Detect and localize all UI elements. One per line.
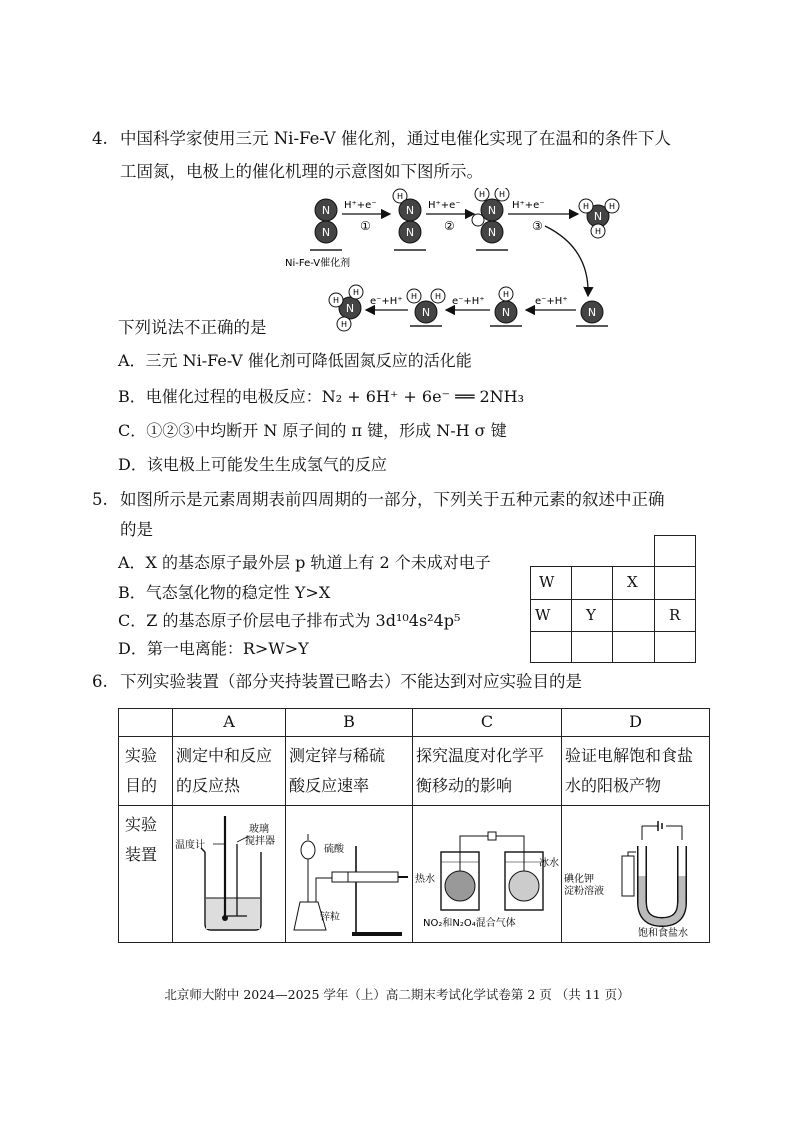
- element-w-lower: W: [535, 606, 551, 624]
- q4-prompt: 下列说法不正确的是: [118, 318, 267, 337]
- q5-option-a: A．X 的基态原子最外层 p 轨道上有 2 个未成对电子: [118, 553, 491, 572]
- molecule-n2-adsorbed: [315, 199, 337, 243]
- atom-h: H: [498, 190, 506, 199]
- purpose-a: [172, 736, 286, 806]
- purpose-line: 探究温度对化学平: [416, 746, 545, 765]
- table-header-cell: [118, 708, 173, 737]
- atom-n: N: [405, 226, 415, 239]
- atom-h: H: [434, 292, 442, 301]
- table-header-b: B: [285, 708, 413, 737]
- pt-cell: [571, 599, 613, 632]
- step-label-5: e⁻+H⁺: [452, 296, 485, 307]
- purpose-d: [561, 736, 710, 806]
- q5-number: 5.: [92, 490, 108, 509]
- pt-cell: [571, 566, 613, 600]
- label-starch-solution: 淀粉溶液: [564, 886, 604, 897]
- step-label-6: e⁻+H⁺: [370, 296, 403, 307]
- pt-cell: [612, 599, 655, 632]
- purpose-line: 衡移动的影响: [416, 776, 513, 795]
- atom-h: H: [502, 290, 510, 299]
- pt-cell: [612, 631, 655, 663]
- purpose-line: 测定锌与稀硫: [289, 746, 386, 765]
- catalysis-mechanism-diagram: [280, 188, 630, 336]
- pt-cell: [612, 566, 655, 600]
- q4-stem-line2: 工固氮，电极上的催化机理的示意图如下图所示。: [120, 162, 483, 181]
- apparatus-b-cell: [285, 805, 413, 943]
- atom-h: H: [410, 292, 418, 301]
- row-label-line: 目的: [125, 776, 158, 795]
- apparatus-c-cell: [412, 805, 562, 943]
- molecule-n-adsorbed: [581, 301, 603, 323]
- atom-h: H: [582, 202, 590, 211]
- label-thermometer: 温度计: [175, 840, 205, 851]
- step-label-2: H⁺+e⁻: [428, 200, 461, 211]
- table-header-d: D: [561, 708, 710, 737]
- q6-number: 6.: [92, 672, 108, 691]
- row-label-purpose: [118, 736, 173, 806]
- label-ice-water: 冰水: [539, 858, 559, 869]
- atom-n: N: [421, 306, 431, 319]
- molecule-n2h-adsorbed: [393, 189, 421, 243]
- table-header-c: C: [412, 708, 562, 737]
- atom-h: H: [340, 320, 348, 329]
- step-number-3: ③: [532, 219, 543, 233]
- pt-cell: [654, 535, 696, 567]
- element-w: W: [539, 573, 555, 591]
- calorimeter-diagram: [173, 806, 285, 942]
- row-label-line: 装置: [125, 845, 158, 864]
- purpose-b: [285, 736, 413, 806]
- molecule-nh3-released: [579, 199, 619, 238]
- pt-cell: [571, 631, 613, 663]
- zinc-acid-rate-diagram: [286, 806, 412, 942]
- atom-n: N: [345, 302, 355, 315]
- step-number-2: ②: [444, 219, 455, 233]
- element-y: Y: [586, 606, 596, 624]
- pt-cell: [530, 566, 572, 600]
- atom-h: H: [608, 202, 616, 211]
- q5-option-d: D．第一电离能：R>W>Y: [118, 639, 309, 658]
- step-label-3: H⁺+e⁻: [512, 200, 545, 211]
- atom-n: N: [593, 210, 603, 223]
- atom-h: H: [352, 288, 360, 297]
- label-sulfuric-acid: 硫酸: [324, 844, 344, 855]
- q5-option-b: B．气态氢化物的稳定性 Y>X: [118, 583, 331, 602]
- molecule-n2h2-adsorbed: [472, 188, 509, 243]
- pt-cell: [654, 566, 696, 600]
- element-r: R: [669, 606, 681, 624]
- step-number-1: ①: [360, 219, 371, 233]
- step-label-1: H⁺+e⁻: [344, 200, 377, 211]
- row-label-line: 实验: [125, 746, 158, 765]
- curved-arrow: [545, 226, 588, 296]
- table-header-a: A: [172, 708, 286, 737]
- pt-cell: [530, 631, 572, 663]
- apparatus-d-cell: [561, 805, 710, 943]
- molecule-nh2-adsorbed: [407, 289, 445, 323]
- label-potassium-iodide: 碘化钾: [564, 874, 594, 885]
- page-footer: 北京师大附中 2024—2025 学年（上）高二期末考试化学试卷第 2 页 （共 11 页）: [164, 987, 630, 1002]
- element-x: X: [627, 573, 638, 591]
- equilibrium-temperature-diagram: [413, 806, 561, 942]
- atom-n: N: [405, 204, 415, 217]
- purpose-line: 酸反应速率: [289, 776, 370, 795]
- atom-n: N: [487, 204, 497, 217]
- q5-option-c: C．Z 的基态原子价层电子排布式为 3d¹⁰4s²4p⁵: [118, 611, 461, 630]
- q4-option-b: B．电催化过程的电极反应：N₂ + 6H⁺ + 6e⁻ ══ 2NH₃: [118, 387, 524, 406]
- q4-option-c: C．①②③中均断开 N 原子间的 π 键，形成 N-H σ 键: [118, 421, 507, 440]
- purpose-c: [412, 736, 562, 806]
- pt-cell: [530, 599, 572, 632]
- atom-n: N: [487, 226, 497, 239]
- q4-option-d: D．该电极上可能发生生成氢气的反应: [118, 455, 387, 474]
- atom-h: H: [332, 296, 340, 305]
- purpose-line: 测定中和反应: [176, 746, 273, 765]
- label-hot-water: 热水: [415, 874, 435, 885]
- row-label-line: 实验: [125, 815, 158, 834]
- atom-n: N: [321, 204, 331, 217]
- purpose-line: 水的阳极产物: [565, 776, 662, 795]
- q4-number: 4.: [92, 129, 108, 148]
- atom-n: N: [587, 306, 597, 319]
- q4-stem-line1: 中国科学家使用三元 Ni-Fe-V 催化剂，通过电催化实现了在温和的条件下人: [120, 129, 671, 148]
- label-stirrer: 搅拌器: [245, 836, 275, 847]
- label-gas-mixture: NO₂和N₂O₄混合气体: [423, 918, 516, 929]
- step-label-4: e⁻+H⁺: [535, 296, 568, 307]
- purpose-line: 的反应热: [176, 776, 241, 795]
- label-zinc-granules: 锌粒: [320, 912, 340, 923]
- molecule-nh3-released: [329, 285, 363, 331]
- purpose-line: 验证电解饱和食盐: [565, 746, 694, 765]
- pt-cell: [654, 631, 696, 663]
- q5-stem-line1: 如图所示是元素周期表前四周期的一部分，下列关于五种元素的叙述中正确: [120, 490, 665, 509]
- atom-h: H: [396, 192, 404, 201]
- q6-stem: 下列实验装置（部分夹持装置已略去）不能达到对应实验目的是: [120, 672, 582, 691]
- catalyst-label: Ni-Fe-V催化剂: [285, 258, 351, 269]
- atom-n: N: [321, 226, 331, 239]
- atom-h: H: [594, 227, 602, 236]
- label-glass: 玻璃: [249, 824, 269, 835]
- pt-cell: [654, 599, 696, 632]
- q4-option-a: A．三元 Ni-Fe-V 催化剂可降低固氮反应的活化能: [118, 351, 472, 370]
- molecule-nh-adsorbed: [495, 287, 517, 323]
- electrolysis-diagram: [562, 806, 709, 942]
- q5-stem-line2: 的是: [120, 520, 153, 539]
- atom-h: H: [478, 190, 486, 199]
- apparatus-a-cell: [172, 805, 286, 943]
- row-label-apparatus: [118, 805, 173, 943]
- label-saturated-brine: 饱和食盐水: [638, 928, 688, 939]
- atom-n: N: [501, 306, 511, 319]
